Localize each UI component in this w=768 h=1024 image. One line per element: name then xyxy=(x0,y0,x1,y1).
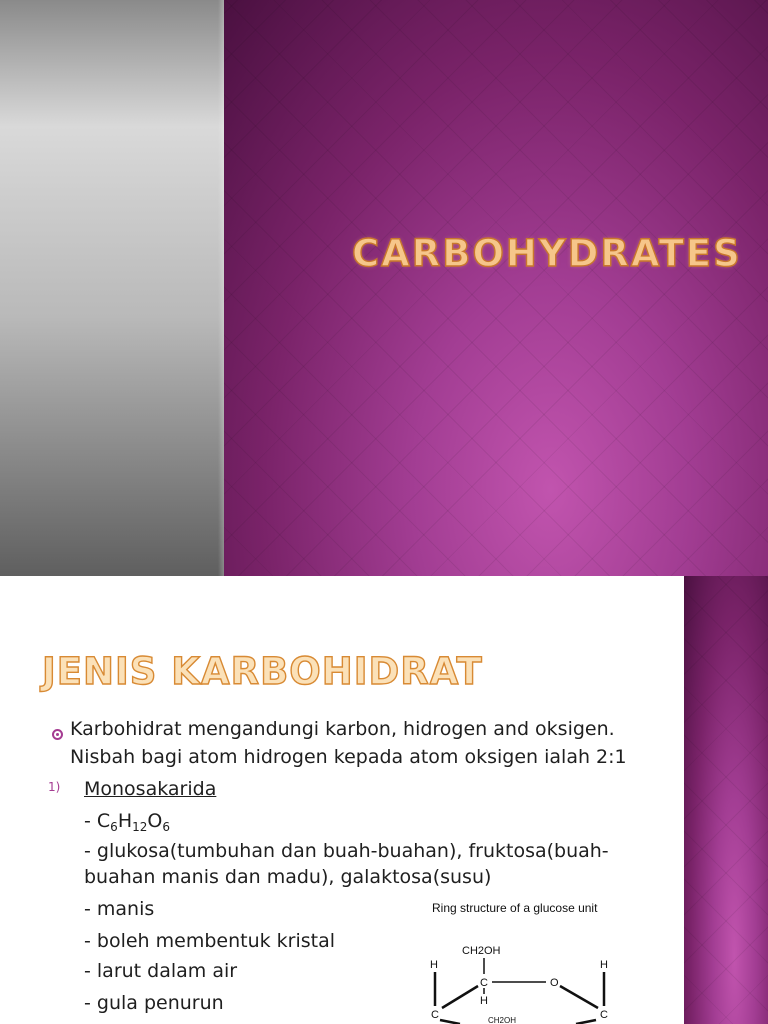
intro-line-2: Nisbah bagi atom hidrogen kepada atom oksigen ialah 2:1 xyxy=(70,746,627,768)
group-ch2oh: CH2OH xyxy=(462,945,501,957)
purple-background-panel xyxy=(224,0,768,576)
slide-heading: JENIS KARBOHIDRAT xyxy=(42,650,483,693)
bond-line xyxy=(576,1020,596,1024)
formula-sub-o: 6 xyxy=(162,820,170,834)
content-slide xyxy=(0,576,768,1024)
formula-sub-c: 6 xyxy=(110,820,118,834)
diagram-caption: Ring structure of a glucose unit xyxy=(432,901,598,915)
examples-line-2: buahan manis dan madu), galaktosa(susu) xyxy=(84,866,492,888)
atom-h-left: H xyxy=(430,959,438,971)
property-item: - boleh membentuk kristal xyxy=(84,930,336,952)
formula-o: O xyxy=(147,810,163,832)
property-item: - gula penurun xyxy=(84,992,224,1014)
purple-side-strip xyxy=(684,576,768,1024)
group-small-ch2oh: CH2OH xyxy=(488,1016,517,1024)
atom-c-right: C xyxy=(600,1009,608,1021)
gray-side-panel xyxy=(0,0,224,576)
bullet-icon xyxy=(52,729,63,740)
property-item: - larut dalam air xyxy=(84,960,238,982)
atom-h-right: H xyxy=(600,959,608,971)
intro-line-1: Karbohidrat mengandungi karbon, hidrogen and oksigen. xyxy=(70,718,615,740)
examples-line-1: - glukosa(tumbuhan dan buah-buahan), fruktosa(buah- xyxy=(84,840,609,862)
formula-sub-h: 12 xyxy=(132,820,148,834)
slide-title: CARBOHYDRATES xyxy=(352,232,742,275)
glucose-ring-diagram xyxy=(400,892,640,1024)
property-item: - manis xyxy=(84,898,155,920)
bond-line xyxy=(560,986,598,1008)
atom-c-left: C xyxy=(431,1009,439,1021)
glucose-ring-svg xyxy=(400,892,640,1024)
bond-line xyxy=(440,1020,460,1024)
list-marker: 1) xyxy=(48,780,61,794)
atom-h-below: H xyxy=(480,995,488,1007)
item-title: Monosakarida xyxy=(84,778,217,800)
bond-line xyxy=(442,986,478,1008)
atom-o: O xyxy=(550,977,559,989)
formula-prefix: - C xyxy=(84,810,111,832)
atom-c-top: C xyxy=(480,977,488,989)
formula-h: H xyxy=(117,810,133,832)
